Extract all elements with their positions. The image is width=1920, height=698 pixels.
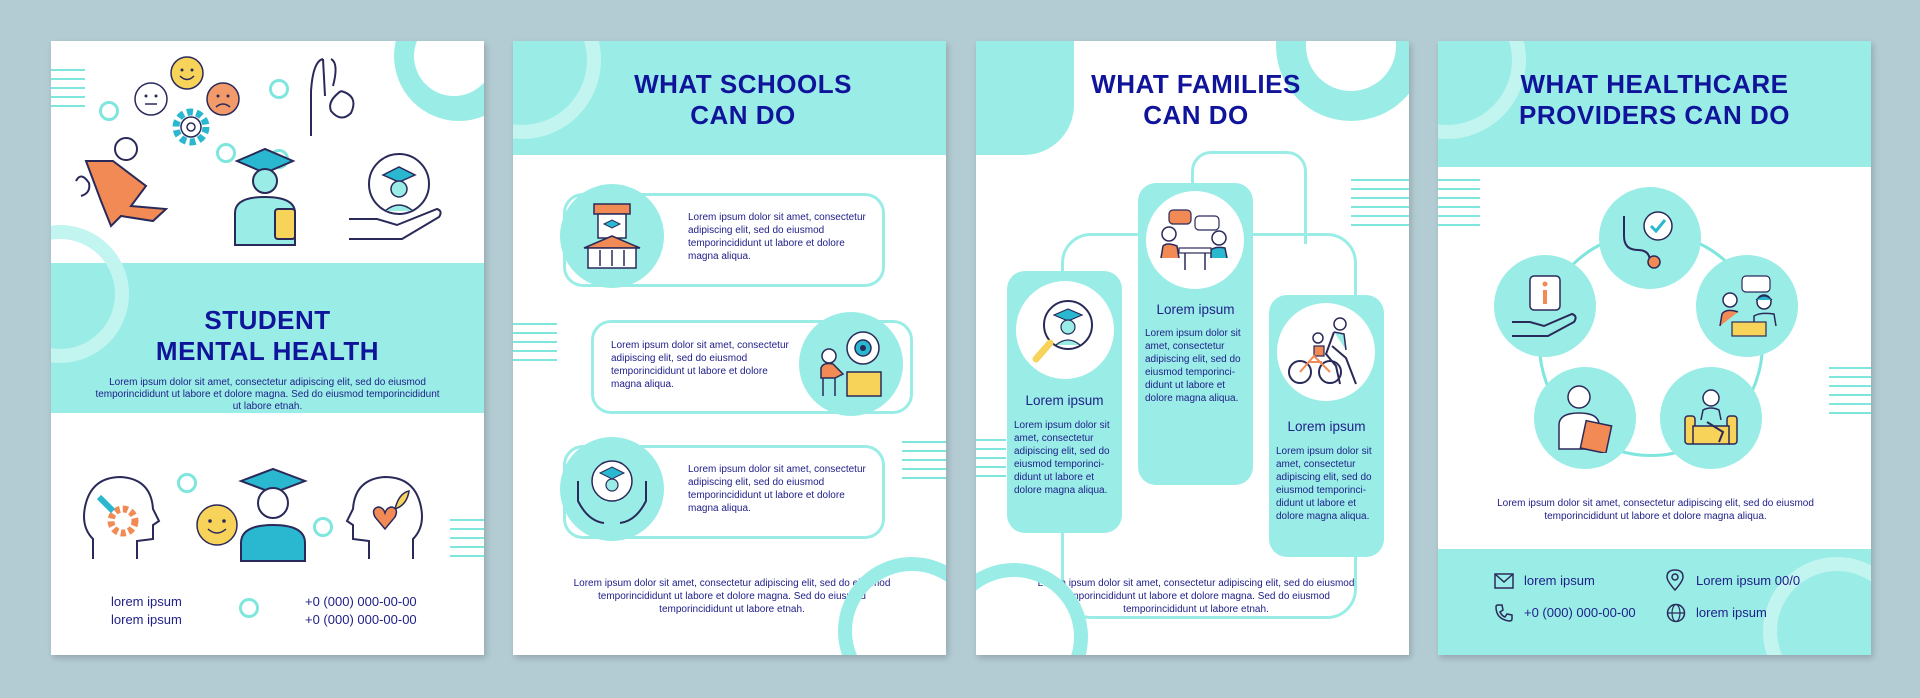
- decorative-lines: [1829, 367, 1871, 421]
- contact-phones: [305, 593, 417, 629]
- column-text: Lorem ipsum dolor sit amet, consectetur adipiscing elit, sed do eiusmod temporinci-didunt ut labore et dolore magna aliqua.: [1014, 420, 1110, 496]
- decorative-ring: [313, 517, 333, 537]
- title-line-2: CAN DO: [690, 100, 796, 130]
- page-title: [553, 69, 933, 131]
- phone-icon: [1494, 603, 1514, 628]
- decorative-lines: [902, 441, 946, 486]
- graduate-in-hand-icon: [347, 149, 447, 246]
- decorative-ring: [239, 598, 259, 618]
- brochure-page-student-mental-health: [51, 41, 484, 655]
- info-in-hand-icon: [1494, 255, 1596, 357]
- graduate-bust-icon: [235, 467, 311, 568]
- person-with-clipboard-icon: [1534, 367, 1636, 469]
- contact-name: lorem ipsum: [111, 594, 182, 609]
- footer-text: Lorem ipsum dolor sit amet, consectetur adipiscing elit, sed do eiusmod temporincididunt ut labore et dolore magna. Sed do eiusmod temporincididunt ut labore etnah.: [573, 578, 891, 615]
- column-heading: Lorem ipsum: [1156, 302, 1235, 317]
- item-text: Lorem ipsum dolor sit amet, consectetur adipiscing elit, sed do eiusmod temporincididunt ut labore et dolore magna aliqua.: [611, 340, 789, 390]
- decorative-lines: [450, 519, 484, 564]
- parent-child-bicycle-icon: [1277, 303, 1375, 401]
- location-pin-icon: [1666, 569, 1684, 596]
- description-text: Lorem ipsum dolor sit amet, consectetur adipiscing elit, sed do eiusmod temporincididunt ut labore et dolore magna aliqua.: [1497, 498, 1814, 522]
- phone-number: +0 (000) 000-00-00: [305, 612, 417, 627]
- footer-text: Lorem ipsum dolor sit amet, consectetur adipiscing elit, sed do eiusmod temporincididunt ut labore et dolore magna. Sed do eiusmod temporincididunt ut labore etnah.: [1037, 578, 1355, 615]
- column-heading: Lorem ipsum: [1025, 393, 1104, 408]
- decorative-lines: [1351, 179, 1409, 233]
- smiling-face-icon: [195, 503, 239, 552]
- stethoscope-icon: [1599, 187, 1701, 289]
- head-with-heart-plant-icon: [345, 469, 427, 570]
- brochure-page-what-schools-can-do: [513, 41, 946, 655]
- envelope-icon: [1494, 573, 1514, 594]
- decorative-arc: [838, 557, 946, 655]
- decorative-lines: [1438, 179, 1480, 233]
- title-line-1: WHAT SCHOOLS: [634, 69, 852, 99]
- student-at-desk-icon: [799, 312, 903, 416]
- head-with-wrench-icon: [79, 469, 161, 570]
- page-title: [51, 305, 484, 367]
- neutral-face-icon: [133, 81, 169, 122]
- brochure-page-what-families-can-do: [976, 41, 1409, 655]
- website-text[interactable]: lorem ipsum: [1696, 605, 1767, 620]
- student-in-hands-icon: [560, 437, 664, 541]
- item-text: Lorem ipsum dolor sit amet, consectetur adipiscing elit, sed do eiusmod temporincididunt ut labore et dolore magna aliqua.: [688, 464, 866, 514]
- column-text: Lorem ipsum dolor sit amet, consectetur adipiscing elit, sed do eiusmod temporinci-didunt ut labore et dolore magna aliqua.: [1145, 328, 1241, 404]
- contact-name: lorem ipsum: [111, 612, 182, 627]
- item-text: Lorem ipsum dolor sit amet, consectetur adipiscing elit, sed do eiusmod temporincididunt ut labore et dolore magna aliqua.: [688, 212, 866, 262]
- page-title: [1016, 69, 1376, 131]
- intro-text: Lorem ipsum dolor sit amet, consectetur adipiscing elit, sed do eiusmod temporincididunt ut labore et dolore magna. Sed do eiusmod temporincididunt ut labore etnah.: [95, 377, 440, 412]
- brochure-page-what-healthcare-providers-can-do: [1438, 41, 1871, 655]
- decorative-ring: [99, 101, 119, 121]
- graduate-student-icon: [227, 147, 303, 252]
- email-text[interactable]: lorem ipsum: [1524, 573, 1595, 588]
- title-line-1: STUDENT: [204, 305, 331, 335]
- column-text: Lorem ipsum dolor sit amet, consectetur adipiscing elit, sed do eiusmod temporinci-didunt ut labore et dolore magna aliqua.: [1276, 446, 1372, 522]
- patient-in-chair-icon: [1660, 367, 1762, 469]
- phone-number: +0 (000) 000-00-00: [305, 594, 417, 609]
- dancing-student-icon: [71, 131, 181, 236]
- title-line-2: PROVIDERS CAN DO: [1519, 100, 1790, 130]
- decorative-lines: [51, 69, 85, 114]
- happy-face-icon: [169, 55, 205, 96]
- title-line-1: WHAT HEALTHCARE: [1520, 69, 1789, 99]
- ok-hand-icon: [301, 51, 361, 146]
- decorative-lines: [976, 439, 1006, 484]
- family-conversation-icon: [1146, 191, 1244, 289]
- decorative-lines: [513, 323, 557, 368]
- magnifier-graduate-icon: [1016, 281, 1114, 379]
- globe-icon: [1666, 603, 1686, 628]
- decorative-ring: [269, 79, 289, 99]
- page-title: [1458, 69, 1851, 131]
- doctor-consultation-icon: [1696, 255, 1798, 357]
- title-line-1: WHAT FAMILIES: [1091, 69, 1301, 99]
- title-line-2: MENTAL HEALTH: [155, 336, 380, 366]
- title-line-2: CAN DO: [1143, 100, 1249, 130]
- decorative-ring: [177, 473, 197, 493]
- column-heading: Lorem ipsum: [1287, 419, 1366, 434]
- address-text: Lorem ipsum 00/0: [1696, 573, 1801, 588]
- contact-names: [111, 593, 182, 629]
- phone-text[interactable]: +0 (000) 000-00-00: [1524, 605, 1636, 620]
- school-building-icon: [560, 184, 664, 288]
